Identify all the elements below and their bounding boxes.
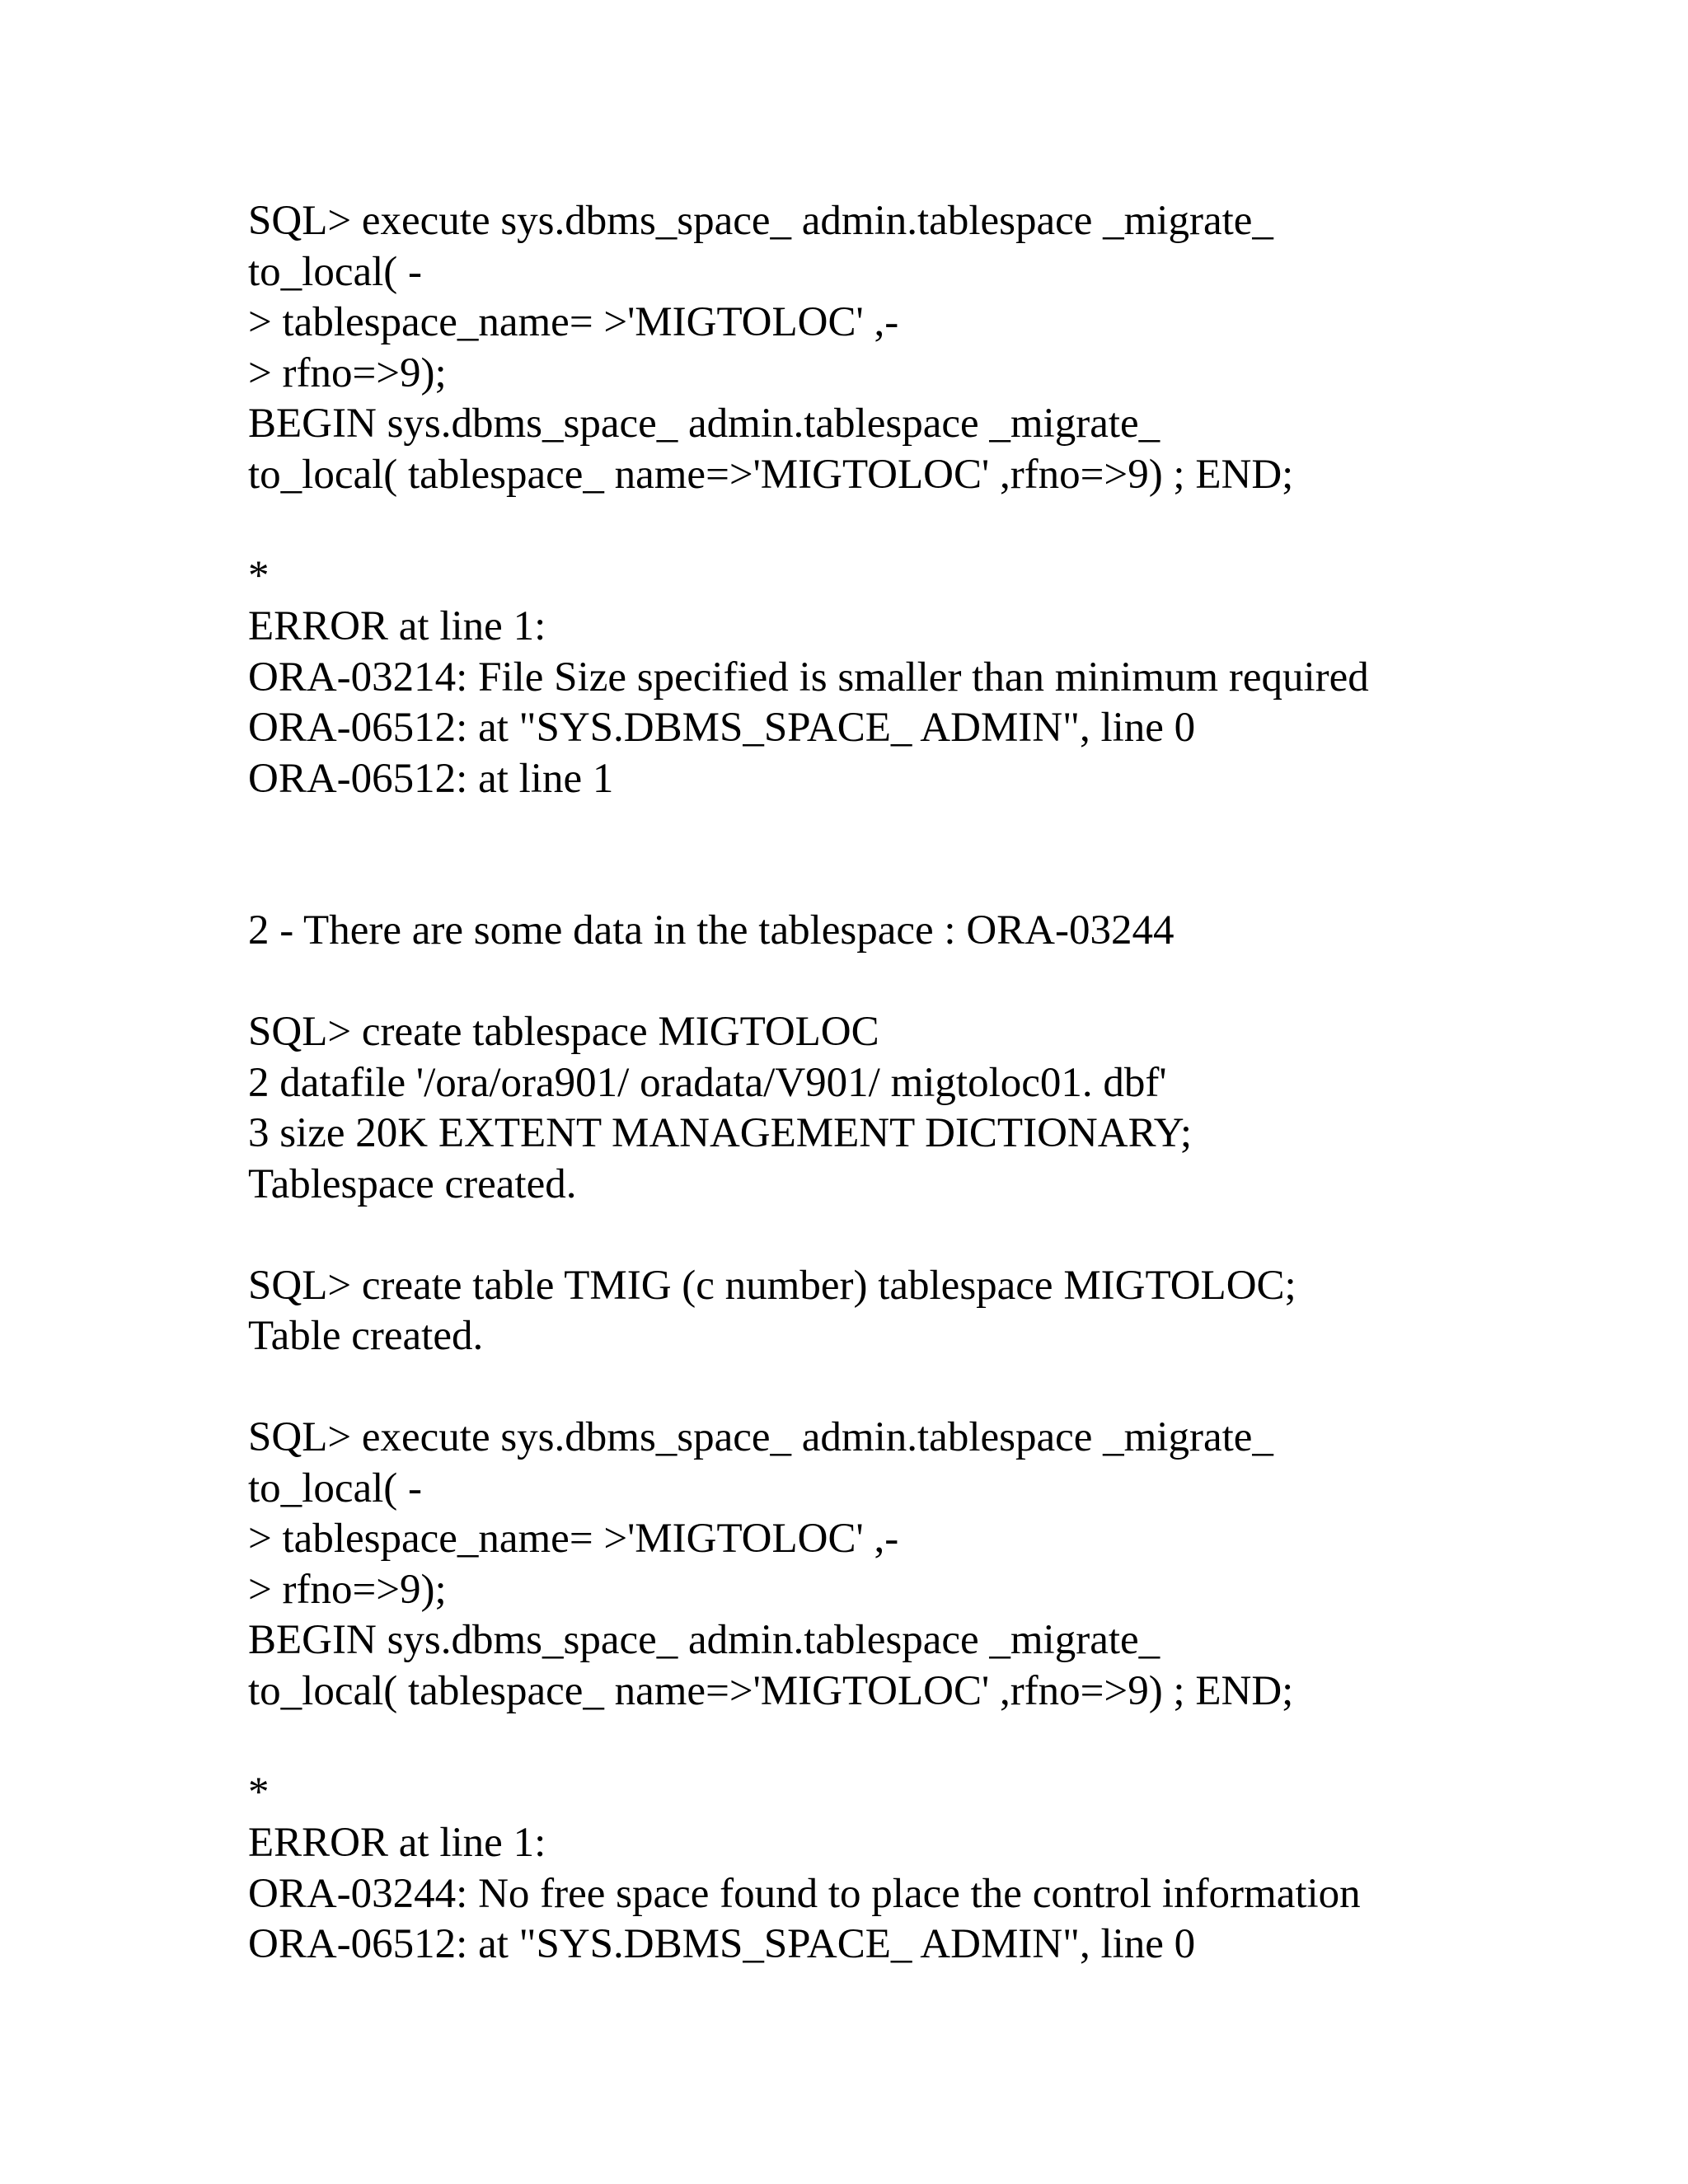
spacer (248, 1362, 1608, 1413)
section-heading: 2 - There are some data in the tablespace : ORA-03244 (248, 907, 1175, 954)
text-line: Table created. (248, 1313, 484, 1359)
create-tablespace-block (248, 1007, 1608, 1210)
text-line: to_local( tablespace_ name=>'MIGTOLOC' ,rfno=>9) ; END; (248, 1667, 1294, 1714)
error-block-2 (248, 1768, 1608, 1971)
text-line: SQL> create tablespace MIGTOLOC (248, 1009, 879, 1055)
text-line: 2 datafile '/ora/ora901/ oradata/V901/ migtoloc01. dbf' (248, 1059, 1167, 1106)
text-line: ORA-06512: at "SYS.DBMS_SPACE_ ADMIN", line 0 (248, 1921, 1196, 1967)
text-line: to_local( - (248, 248, 422, 295)
text-line: BEGIN sys.dbms_space_ admin.tablespace _migrate_ (248, 401, 1160, 447)
text-line: ERROR at line 1: (248, 603, 546, 649)
text-line: > tablespace_name= >'MIGTOLOC' ,- (248, 1516, 899, 1562)
spacer (248, 957, 1608, 1008)
text-line: ORA-03214: File Size specified is smaller than minimum required (248, 654, 1369, 701)
spacer (248, 1210, 1608, 1261)
spacer (248, 1717, 1608, 1768)
error-marker: * (248, 1769, 270, 1816)
error-block-1 (248, 551, 1608, 805)
section-2 (248, 906, 1608, 957)
text-line: 3 size 20K EXTENT MANAGEMENT DICTIONARY; (248, 1110, 1193, 1156)
text-line: ORA-06512: at line 1 (248, 755, 614, 802)
text-line: SQL> create table TMIG (c number) tablespace MIGTOLOC; (248, 1262, 1296, 1309)
text-line: > rfno=>9); (248, 349, 447, 396)
text-line: ORA-03244: No free space found to place the control information (248, 1870, 1361, 1917)
text-line: ORA-06512: at "SYS.DBMS_SPACE_ ADMIN", line 0 (248, 705, 1196, 751)
spacer (248, 804, 1608, 906)
text-line: SQL> execute sys.dbms_space_ admin.tablespace _migrate_ (248, 1414, 1273, 1460)
document-body (248, 196, 1608, 1971)
text-line: SQL> execute sys.dbms_space_ admin.tablespace _migrate_ (248, 198, 1273, 244)
error-marker: * (248, 552, 270, 599)
spacer (248, 500, 1608, 551)
text-line: > rfno=>9); (248, 1566, 447, 1613)
text-line: > tablespace_name= >'MIGTOLOC' ,- (248, 299, 899, 345)
text-line: to_local( - (248, 1465, 422, 1511)
text-line: Tablespace created. (248, 1160, 577, 1207)
create-table-block (248, 1261, 1608, 1362)
text-line: ERROR at line 1: (248, 1820, 546, 1866)
text-line: BEGIN sys.dbms_space_ admin.tablespace _migrate_ (248, 1617, 1160, 1663)
text-line: to_local( tablespace_ name=>'MIGTOLOC' ,rfno=>9) ; END; (248, 451, 1294, 498)
sql-execute-block-1 (248, 196, 1608, 500)
sql-execute-block-2 (248, 1413, 1608, 1717)
